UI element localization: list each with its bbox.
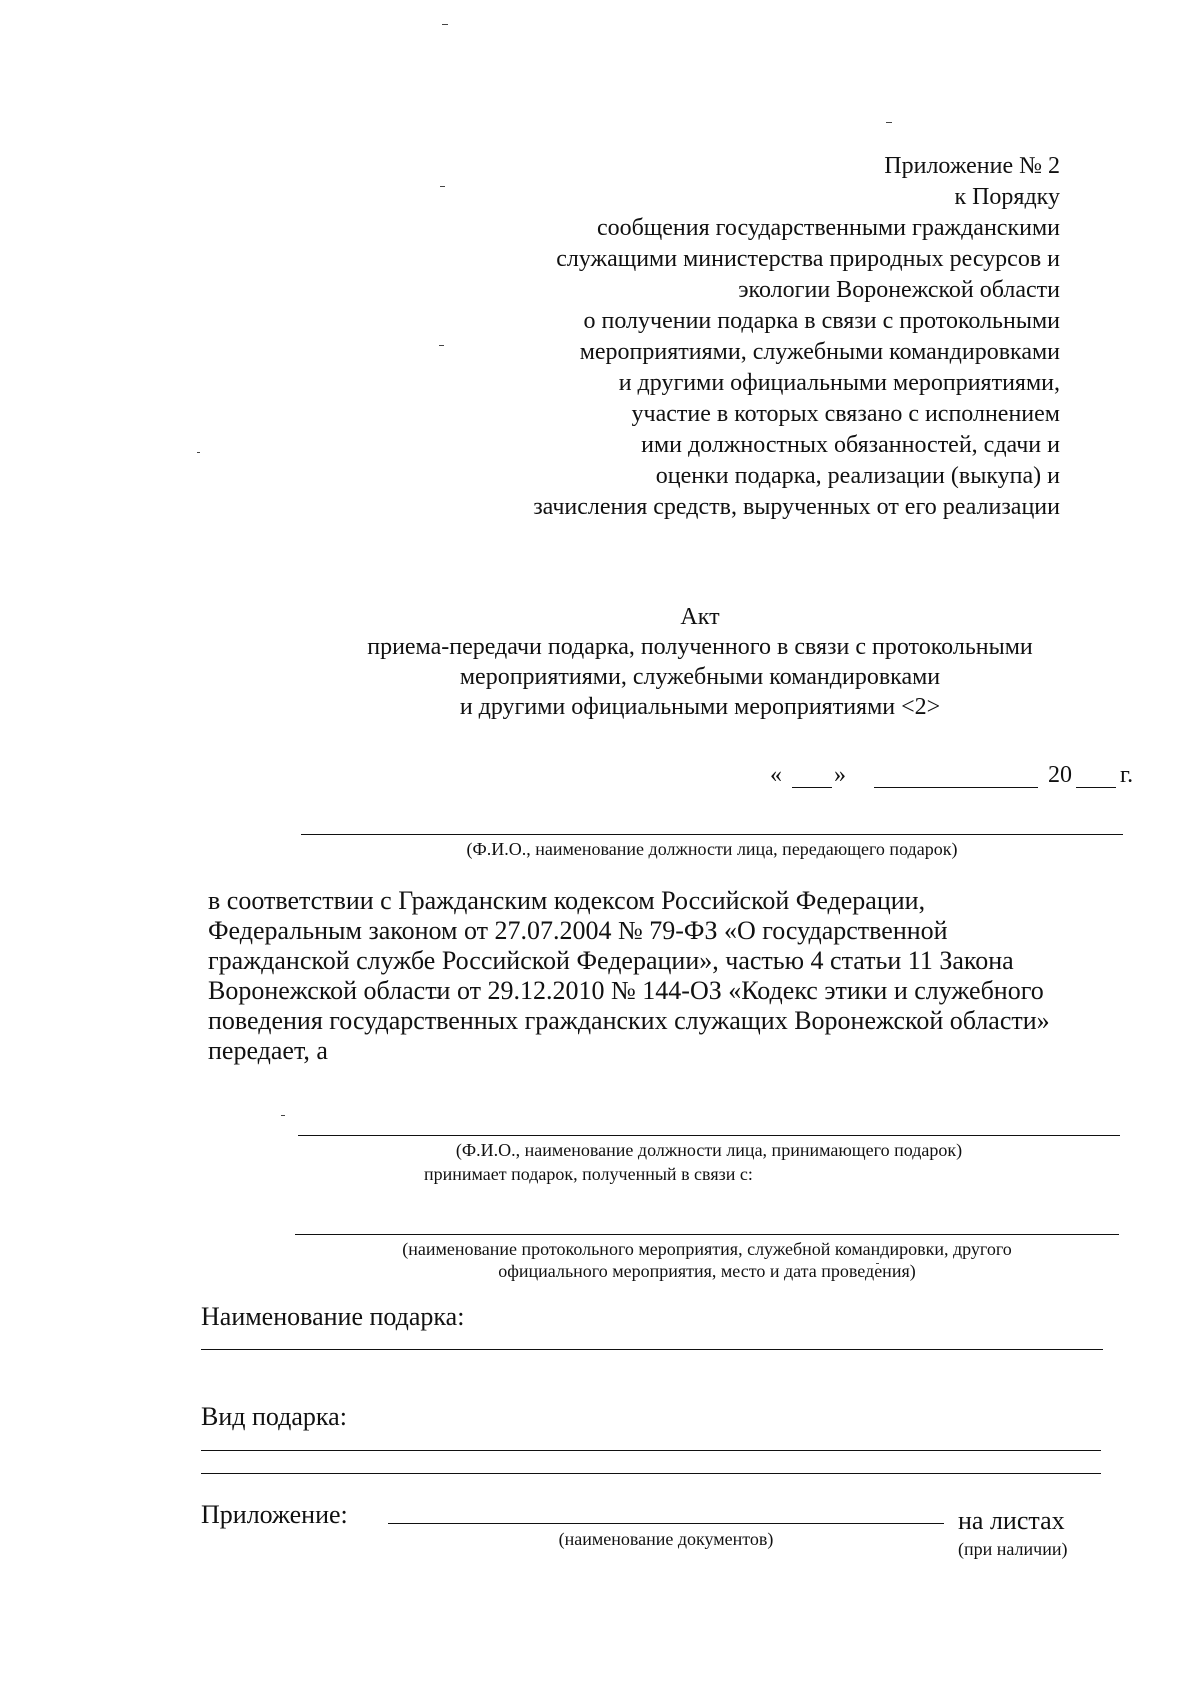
appendix-line: ими должностных обязанностей, сдачи и bbox=[641, 432, 1060, 458]
body-line: в соответствии с Гражданским кодексом Российской Федерации, bbox=[208, 886, 926, 915]
body-line: поведения государственных гражданских служащих Воронежской области» bbox=[208, 1006, 1050, 1035]
gift-name-label: Наименование подарка: bbox=[201, 1302, 465, 1331]
attachment-docs-blank[interactable] bbox=[388, 1523, 944, 1524]
giver-caption: (Ф.И.О., наименование должности лица, передающего подарок) bbox=[466, 839, 958, 859]
body-line: гражданской службе Российской Федерации», частью 4 статьи 11 Закона bbox=[208, 946, 1014, 975]
gift-type-label: Вид подарка: bbox=[201, 1402, 347, 1431]
appendix-line: оценки подарка, реализации (выкупа) и bbox=[655, 463, 1060, 489]
body-line: Федеральным законом от 27.07.2004 № 79-ФЗ «О государственной bbox=[208, 916, 948, 945]
month-blank[interactable] bbox=[874, 787, 1038, 788]
date-close-quote: » bbox=[834, 762, 846, 788]
date-line bbox=[770, 760, 1150, 794]
year-prefix: 20 bbox=[1048, 762, 1072, 788]
day-blank[interactable] bbox=[792, 787, 832, 788]
scan-speck bbox=[442, 24, 448, 25]
appendix-line: служащими министерства природных ресурсов и bbox=[556, 246, 1060, 272]
body-line: передает, а bbox=[208, 1036, 328, 1065]
gift-type-blank[interactable] bbox=[201, 1450, 1101, 1451]
appendix-line: экологии Воронежской области bbox=[738, 277, 1060, 303]
year-blank[interactable] bbox=[1076, 787, 1116, 788]
appendix-line: к Порядку bbox=[954, 184, 1060, 210]
appendix-number: Приложение № 2 bbox=[884, 153, 1060, 179]
appendix-line: мероприятиями, служебными командировками bbox=[579, 339, 1060, 365]
appendix-line: сообщения государственными гражданскими bbox=[596, 215, 1060, 241]
event-caption bbox=[295, 1238, 1119, 1282]
scan-speck bbox=[886, 122, 892, 123]
gift-name-blank[interactable] bbox=[201, 1349, 1103, 1350]
appendix-line: зачисления средств, вырученных от его реализации bbox=[533, 494, 1060, 520]
legal-basis-paragraph bbox=[208, 886, 1144, 1066]
scan-speck bbox=[281, 1115, 285, 1116]
event-caption-line: официального мероприятия, место и дата проведения) bbox=[498, 1261, 916, 1281]
event-caption-line: (наименование протокольного мероприятия, служебной командировки, другого bbox=[402, 1239, 1012, 1259]
attachment-sheets-label: на листах bbox=[958, 1506, 1065, 1535]
date-open-quote: « bbox=[770, 762, 782, 788]
scan-speck bbox=[197, 452, 200, 453]
receiver-accepts-text: принимает подарок, полученный в связи с: bbox=[424, 1164, 753, 1184]
act-title-line: приема-передачи подарка, полученного в связи с протокольными bbox=[367, 634, 1033, 660]
act-title-line: и другими официальными мероприятиями <2> bbox=[459, 694, 941, 720]
receiver-blank[interactable] bbox=[298, 1135, 1120, 1136]
appendix-block bbox=[440, 151, 1060, 523]
act-heading: Акт bbox=[680, 604, 720, 630]
attachment-if-any: (при наличии) bbox=[958, 1539, 1068, 1559]
giver-blank[interactable] bbox=[301, 834, 1123, 835]
appendix-line: и другими официальными мероприятиями, bbox=[618, 370, 1060, 396]
event-blank[interactable] bbox=[295, 1234, 1119, 1235]
gift-type-blank-2[interactable] bbox=[201, 1473, 1101, 1474]
body-line: Воронежской области от 29.12.2010 № 144-ОЗ «Кодекс этики и служебного bbox=[208, 976, 1044, 1005]
attachment-label: Приложение: bbox=[201, 1500, 348, 1529]
receiver-caption: (Ф.И.О., наименование должности лица, принимающего подарок) bbox=[455, 1140, 963, 1160]
act-title-block bbox=[300, 602, 1100, 722]
act-title-line: мероприятиями, служебными командировками bbox=[459, 664, 941, 690]
appendix-line: участие в которых связано с исполнением bbox=[631, 401, 1060, 427]
attachment-docs-caption: (наименование документов) bbox=[558, 1529, 774, 1549]
year-suffix: г. bbox=[1120, 762, 1134, 788]
appendix-line: о получении подарка в связи с протокольными bbox=[583, 308, 1060, 334]
